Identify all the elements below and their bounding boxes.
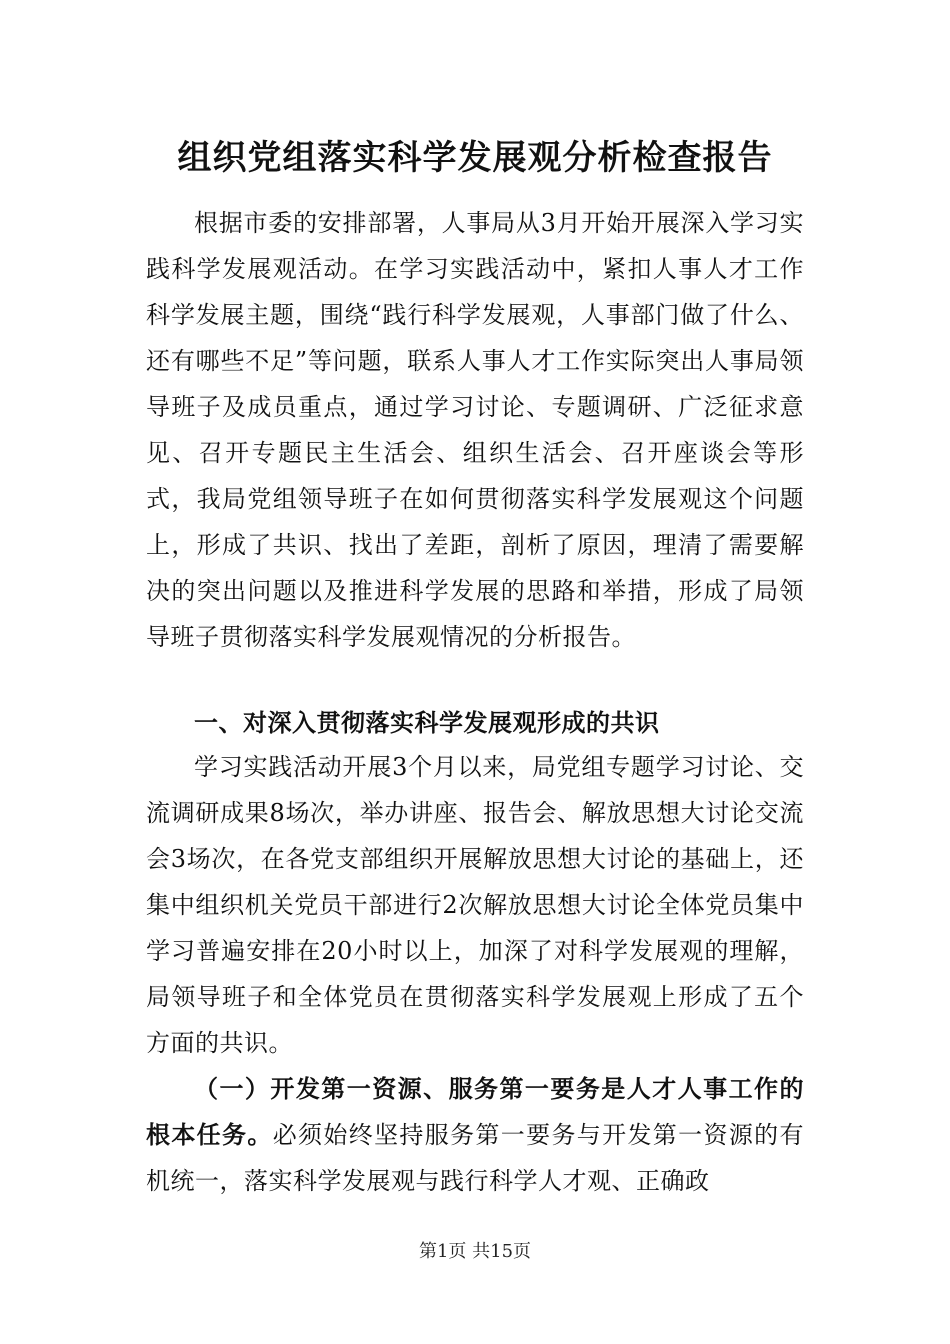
paragraph-consensus: 学习实践活动开展3个月以来，局党组专题学习讨论、交流调研成果8场次，举办讲座、报告会、解放思想大讨论交流会3场次，在各党支部组织开展解放思想大讨论的基础上，还集中组织机关党员干部进行2次解放思想大讨论全体党员集中学习普遍安排在20小时以上，加深了对科学发展观的理解，局领导班子和全体党员在贯彻落实科学发展观上形成了五个方面的共识。 [146, 753, 804, 1057]
point-one-text: 必须始终坚持服务第一要务与开发第一资源的有机统一，落实科学发展观与践行科学人才观、正确政 [146, 1121, 805, 1195]
section-heading-block [146, 700, 804, 746]
paragraph-intro: 根据市委的安排部署，人事局从3月开始开展深入学习实践科学发展观活动。在学习实践活动中，紧扣人事人才工作科学发展主题，围绕“践行科学发展观，人事部门做了什么、还有哪些不足”等问题，联系人事人才工作实际突出人事局领导班子及成员重点，通过学习讨论、专题调研、广泛征求意见、召开专题民主生活会、组织生活会、召开座谈会等形式，我局党组领导班子在如何贯彻落实科学发展观这个问题上，形成了共识、找出了差距，剖析了原因，理清了需要解决的突出问题以及推进科学发展的思路和举措，形成了局领导班子贯彻落实科学发展观情况的分析报告。 [146, 209, 804, 651]
section-heading-1: 一、对深入贯彻落实科学发展观形成的共识 [194, 709, 660, 737]
paragraph-intro-block [146, 200, 804, 660]
paragraph-point-one [146, 1066, 804, 1204]
paragraph-point-one-block [146, 1066, 804, 1204]
page-footer: 第1页 共15页 [418, 1241, 532, 1262]
document-title: 组织党组落实科学发展观分析检查报告 [177, 138, 773, 178]
paragraph-consensus-block [146, 744, 804, 1066]
point-one-lead: （一）开发第一资源、服务第一要务是人才人事工作的根本任务。 [146, 1075, 804, 1149]
